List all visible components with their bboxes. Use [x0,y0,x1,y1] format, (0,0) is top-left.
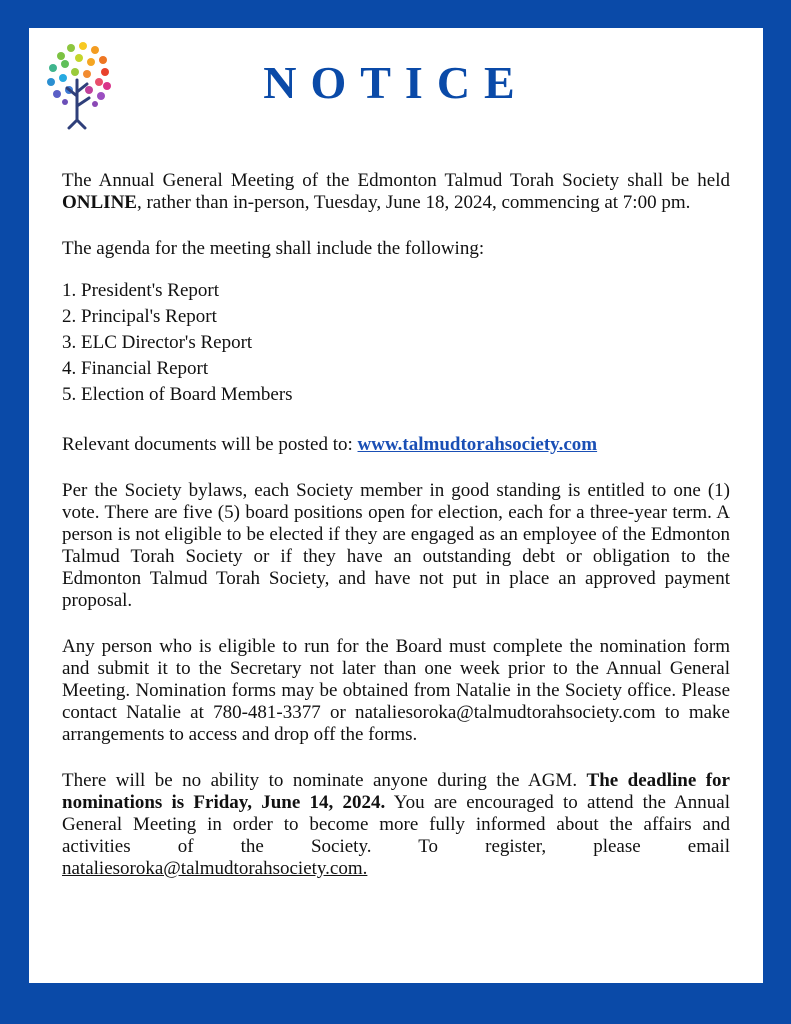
society-website-link[interactable]: www.talmudtorahsociety.com [357,434,598,455]
agenda-item: 3. ELC Director's Report [62,332,253,353]
nomination-paragraph: Any person who is eligible to run for the Board must complete the nomination form and submit it to the Secretary not later than one week prior to the Annual General Meeting. Nomination forms may be obtained from Natalie in the Society office. Please contact Natalie at 780-481-3377 or nataliesoroka@talmudtorahsociety.com to make arrangements to access and drop off the forms. [62,636,730,745]
bylaws-paragraph: Per the Society bylaws, each Society member in good standing is entitled to one (1) vote. There are five (5) board positions open for election, each for a three-year term. A person is not eligible to be elected if they are engaged as an employee of the Edmonton Talmud Torah Society or if they have an outstanding debt or obligation to the Edmonton Talmud Torah Society, and have not put in place an approved payment proposal. [62,480,730,611]
documents-text: Relevant documents will be posted to: [62,434,358,455]
documents-paragraph [62,434,730,456]
intro-text-2: , rather than in-person, Tuesday, June 18, 2024, commencing at 7:00 pm. [136,192,691,213]
deadline-paragraph [62,770,730,880]
page-title: NOTICE [263,57,529,108]
agenda-item: 1. President's Report [62,280,219,301]
notice-body [62,170,730,880]
notice-page [29,28,763,983]
online-emphasis: ONLINE [62,192,137,213]
agenda-item: 5. Election of Board Members [62,384,293,405]
deadline-text-2: You are encouraged to attend the Annual General Meeting in order to become more fully informed about the affairs and activities of the Society. To register, please email [62,792,730,857]
intro-paragraph [62,170,730,214]
agenda-item: 2. Principal's Report [62,306,217,327]
deadline-emphasis: The deadline for nominations is Friday, June 14, 2024. [62,770,730,813]
deadline-text: There will be no ability to nominate anyone during the AGM. [62,770,587,791]
agenda-list [62,278,730,408]
register-email-link[interactable]: nataliesoroka@talmudtorahsociety.com. [62,858,368,879]
agenda-intro: The agenda for the meeting shall include the following: [62,238,485,259]
intro-text: The Annual General Meeting of the Edmonton Talmud Torah Society shall be held [62,170,730,191]
agenda-item: 4. Financial Report [62,358,209,379]
